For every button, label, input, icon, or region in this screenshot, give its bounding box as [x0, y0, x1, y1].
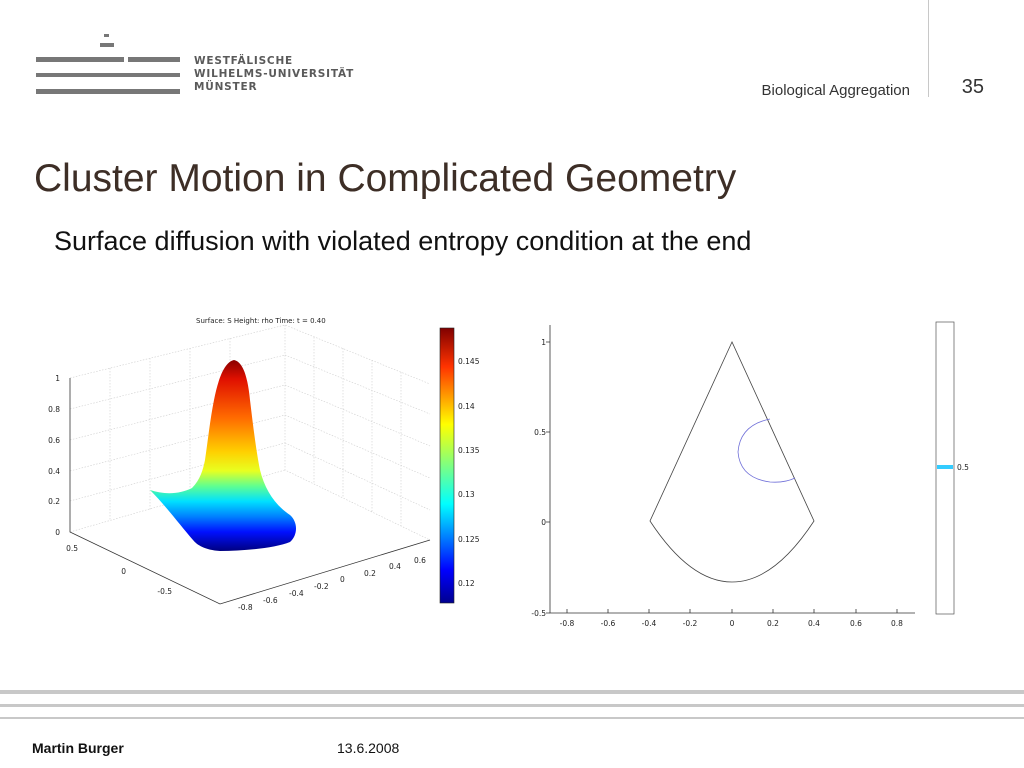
y-axis-ticks — [66, 544, 172, 596]
surface-mesh — [150, 360, 296, 551]
z-axis-ticks — [48, 374, 60, 537]
university-name-line-1: WESTFÄLISCHE — [194, 55, 293, 67]
y-tick: 0 — [541, 518, 546, 527]
colorbar-level-marker — [937, 465, 953, 469]
x-axis-ticks — [238, 556, 426, 612]
page-number: 35 — [961, 76, 984, 98]
domain-boundary — [650, 342, 814, 582]
x-tick: -0.8 — [238, 603, 253, 612]
x-tick: -0.8 — [559, 619, 575, 628]
y-tick: 0 — [121, 567, 126, 576]
surface-plot-title: Surface: S Height: rho Time: t = 0.40 — [196, 317, 326, 325]
x-tick: 0.8 — [891, 619, 903, 628]
colorbar — [440, 328, 454, 603]
z-tick: 0.8 — [48, 405, 60, 414]
x-tick: 0.2 — [767, 619, 779, 628]
x-tick: 0.4 — [389, 562, 401, 571]
x-tick: -0.6 — [600, 619, 616, 628]
z-tick: 1 — [55, 374, 60, 383]
university-name-line-2: WILHELMS-UNIVERSITÄT — [194, 68, 355, 80]
university-name — [194, 55, 354, 94]
colorbar-tick: 0.13 — [458, 490, 475, 499]
y-tick: -0.5 — [157, 587, 172, 596]
z-tick: 0 — [55, 528, 60, 537]
footer-bars — [0, 688, 1024, 732]
header-divider — [928, 0, 929, 97]
x-tick: -0.4 — [641, 619, 657, 628]
university-name-line-3: MÜNSTER — [194, 81, 258, 93]
colorbar-tick: 0.145 — [458, 357, 480, 366]
domain-plot-2d — [520, 315, 980, 630]
colorbar-tick: 0.14 — [458, 402, 475, 411]
slide-title: Cluster Motion in Complicated Geometry — [34, 157, 737, 200]
cluster-boundary — [738, 419, 795, 482]
colorbar-tick: 0.135 — [458, 446, 480, 455]
y-tick: 1 — [541, 338, 546, 347]
slide-subtitle: Surface diffusion with violated entropy condition at the end — [54, 226, 752, 256]
colorbar-tick: 0.12 — [458, 579, 475, 588]
z-tick: 0.2 — [48, 497, 60, 506]
x-tick: -0.6 — [263, 596, 278, 605]
colorbar-level-label: 0.5 — [957, 463, 969, 472]
header-topic: Biological Aggregation — [761, 82, 910, 99]
x-tick: 0.4 — [808, 619, 820, 628]
x-tick: 0 — [340, 575, 345, 584]
x-tick: -0.2 — [314, 582, 329, 591]
x-tick: 0.6 — [414, 556, 426, 565]
footer-author: Martin Burger — [32, 740, 124, 756]
domain-y-ticks — [531, 338, 546, 618]
z-tick: 0.4 — [48, 467, 60, 476]
y-tick: 0.5 — [66, 544, 78, 553]
x-tick: -0.2 — [682, 619, 698, 628]
x-tick: 0 — [729, 619, 735, 628]
z-tick: 0.6 — [48, 436, 60, 445]
footer-date: 13.6.2008 — [337, 740, 400, 756]
y-tick: -0.5 — [531, 609, 546, 618]
x-tick: -0.4 — [289, 589, 304, 598]
domain-axes — [546, 325, 915, 613]
y-tick: 0.5 — [534, 428, 546, 437]
colorbar-ticks — [458, 357, 480, 588]
x-tick: 0.2 — [364, 569, 376, 578]
colorbar-tick: 0.125 — [458, 535, 480, 544]
surface-plot-3d — [40, 310, 480, 620]
domain-x-ticks — [560, 619, 904, 628]
x-tick: 0.6 — [850, 619, 862, 628]
